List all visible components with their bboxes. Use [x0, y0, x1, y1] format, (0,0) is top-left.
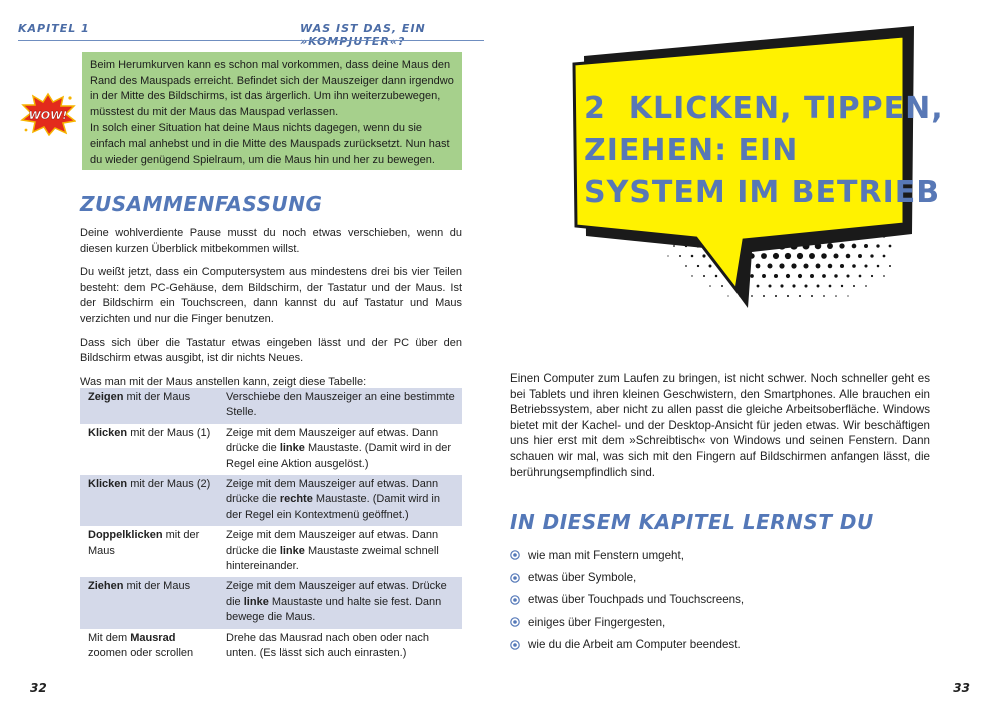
table-row: [80, 475, 462, 526]
table-row: [80, 424, 462, 475]
table-cell-action: Mit dem Mausrad zoomen oder scrollen: [88, 631, 194, 660]
tip-box: [82, 52, 462, 170]
summary-text: [80, 226, 462, 398]
tip-paragraph: Beim Herumkurven kann es schon mal vorkommen, dass deine Maus den Rand des Mauspads erreicht. Befindet sich der Mauszeiger dann irgendwo in der Mitte des Bildschirms, ist das ärgerlich. Um ihn weiterzubewegen, müsstest du mit der Maus das Mauspad verlassen.: [90, 59, 454, 118]
table-cell-description: Zeige mit dem Mauszeiger auf etwas. Drücke die linke Maustaste und halte sie fest. Dann bewege die Maus.: [218, 577, 462, 628]
table-cell-action: Doppelklicken mit der Maus: [88, 529, 200, 557]
chapter-intro: Einen Computer zum Laufen zu bringen, ist nicht schwer. Noch schneller geht es bei Tablets und ihren kleinen Geschwistern, den Smartphones. Alle brauchen ein Betriebssystem, aber nicht zu allen passt die gleiche Arbeitsoberfläche. Windows bietet mit der Kachel- und der Desktop-Ansicht für jeden etwas. Wir beschäftigen uns hier erst mit dem »Schreibtisch« von Windows und seinen Fenstern. Dann schauen wir mal, was sich mit den Fingern auf Bildschirmen anfangen lässt, die berührungsempfindlich sind.: [510, 372, 930, 479]
list-item: einiges über Fingergesten,: [510, 611, 744, 633]
wow-badge-text: WOW!: [28, 109, 68, 122]
list-item: etwas über Touchpads und Touchscreens,: [510, 589, 744, 611]
table-cell-action: Ziehen mit der Maus: [80, 577, 218, 628]
list-item: wie du die Arbeit am Computer beendest.: [510, 634, 744, 656]
mouse-actions-table: [80, 388, 462, 665]
list-item: etwas über Symbole,: [510, 566, 744, 588]
running-head-chapter: KAPITEL 1: [18, 22, 90, 35]
running-head-rule: [18, 40, 484, 41]
target-bullet-icon: [510, 617, 520, 627]
right-page: [500, 0, 1000, 725]
target-bullet-icon: [510, 573, 520, 583]
section-heading: ZUSAMMENFASSUNG: [80, 192, 323, 216]
body-paragraph: Dass sich über die Tastatur etwas eingeben lässt und der PC über den Bildschirm etwas ausgibt, ist dir nichts Neues.: [80, 336, 462, 365]
body-paragraph: Du weißt jetzt, dass ein Computersystem aus mindestens drei bis vier Teilen besteht: dem PC-Gehäuse, dem Bildschirm, der Tastatur und der Maus. Ist der Bildschirm ein Touchscreen, dann kannst du auf Tastatur und Maus verzichten und nur die Finger benutzen.: [80, 266, 462, 325]
table-cell-description: Verschiebe den Mauszeiger an eine bestimmte Stelle.: [218, 388, 462, 424]
table-cell-description: Zeige mit dem Mauszeiger auf etwas. Dann drücke die rechte Maustaste. (Damit wird in der Regel ein Kontextmenü geöffnet.): [218, 475, 462, 526]
table-row: [80, 629, 462, 665]
target-bullet-icon: [510, 550, 520, 560]
target-bullet-icon: [510, 640, 520, 650]
page-number: 33: [953, 681, 970, 695]
learning-goals-list: [510, 544, 744, 656]
learn-heading: IN DIESEM KAPITEL LERNST DU: [510, 510, 874, 534]
target-bullet-icon: [510, 595, 520, 605]
table-cell-description: Zeige mit dem Mauszeiger auf etwas. Dann drücke die linke Maustaste zweimal schnell hintereinander.: [226, 529, 439, 573]
table-cell-description: Drehe das Mausrad nach oben oder nach unten. (Es lässt sich auch einrasten.): [226, 631, 430, 660]
list-item: wie man mit Fenstern umgeht,: [510, 544, 744, 566]
table-cell-description: Zeige mit dem Mauszeiger auf etwas. Dann drücke die linke Maustaste. (Damit wird in der Regel eine Aktion ausgelöst.): [226, 426, 451, 470]
tip-paragraph: In solch einer Situation hat deine Maus nichts dagegen, wenn du sie einfach mal anhebst und in die Mitte des Mauspads zurücksetzt. Nun hast du wieder genügend Spielraum, um die Maus hin und her zu bewegen.: [90, 122, 450, 166]
table-row: [80, 526, 462, 577]
table-cell-action: Klicken mit der Maus (1): [88, 426, 211, 439]
table-cell-action: Zeigen mit der Maus: [80, 388, 218, 424]
table-row: [80, 577, 462, 628]
table-row: [80, 388, 462, 424]
running-head-title: WAS IST DAS, EIN »KOMPJUTER«?: [300, 22, 426, 48]
chapter-title: 2 KLICKEN, TIPPEN, ZIEHEN: EIN SYSTEM IM BETRIEB: [584, 91, 944, 210]
page-number: 32: [30, 681, 47, 695]
wow-badge-icon: [20, 92, 76, 136]
body-paragraph: Was man mit der Maus anstellen kann, zeigt diese Tabelle:: [80, 375, 367, 388]
table-cell-action: Klicken mit der Maus (2): [80, 475, 218, 526]
body-paragraph: Deine wohlverdiente Pause musst du noch etwas verschieben, wenn du diesen kurzen Überblick mitbekommen willst.: [80, 227, 462, 255]
